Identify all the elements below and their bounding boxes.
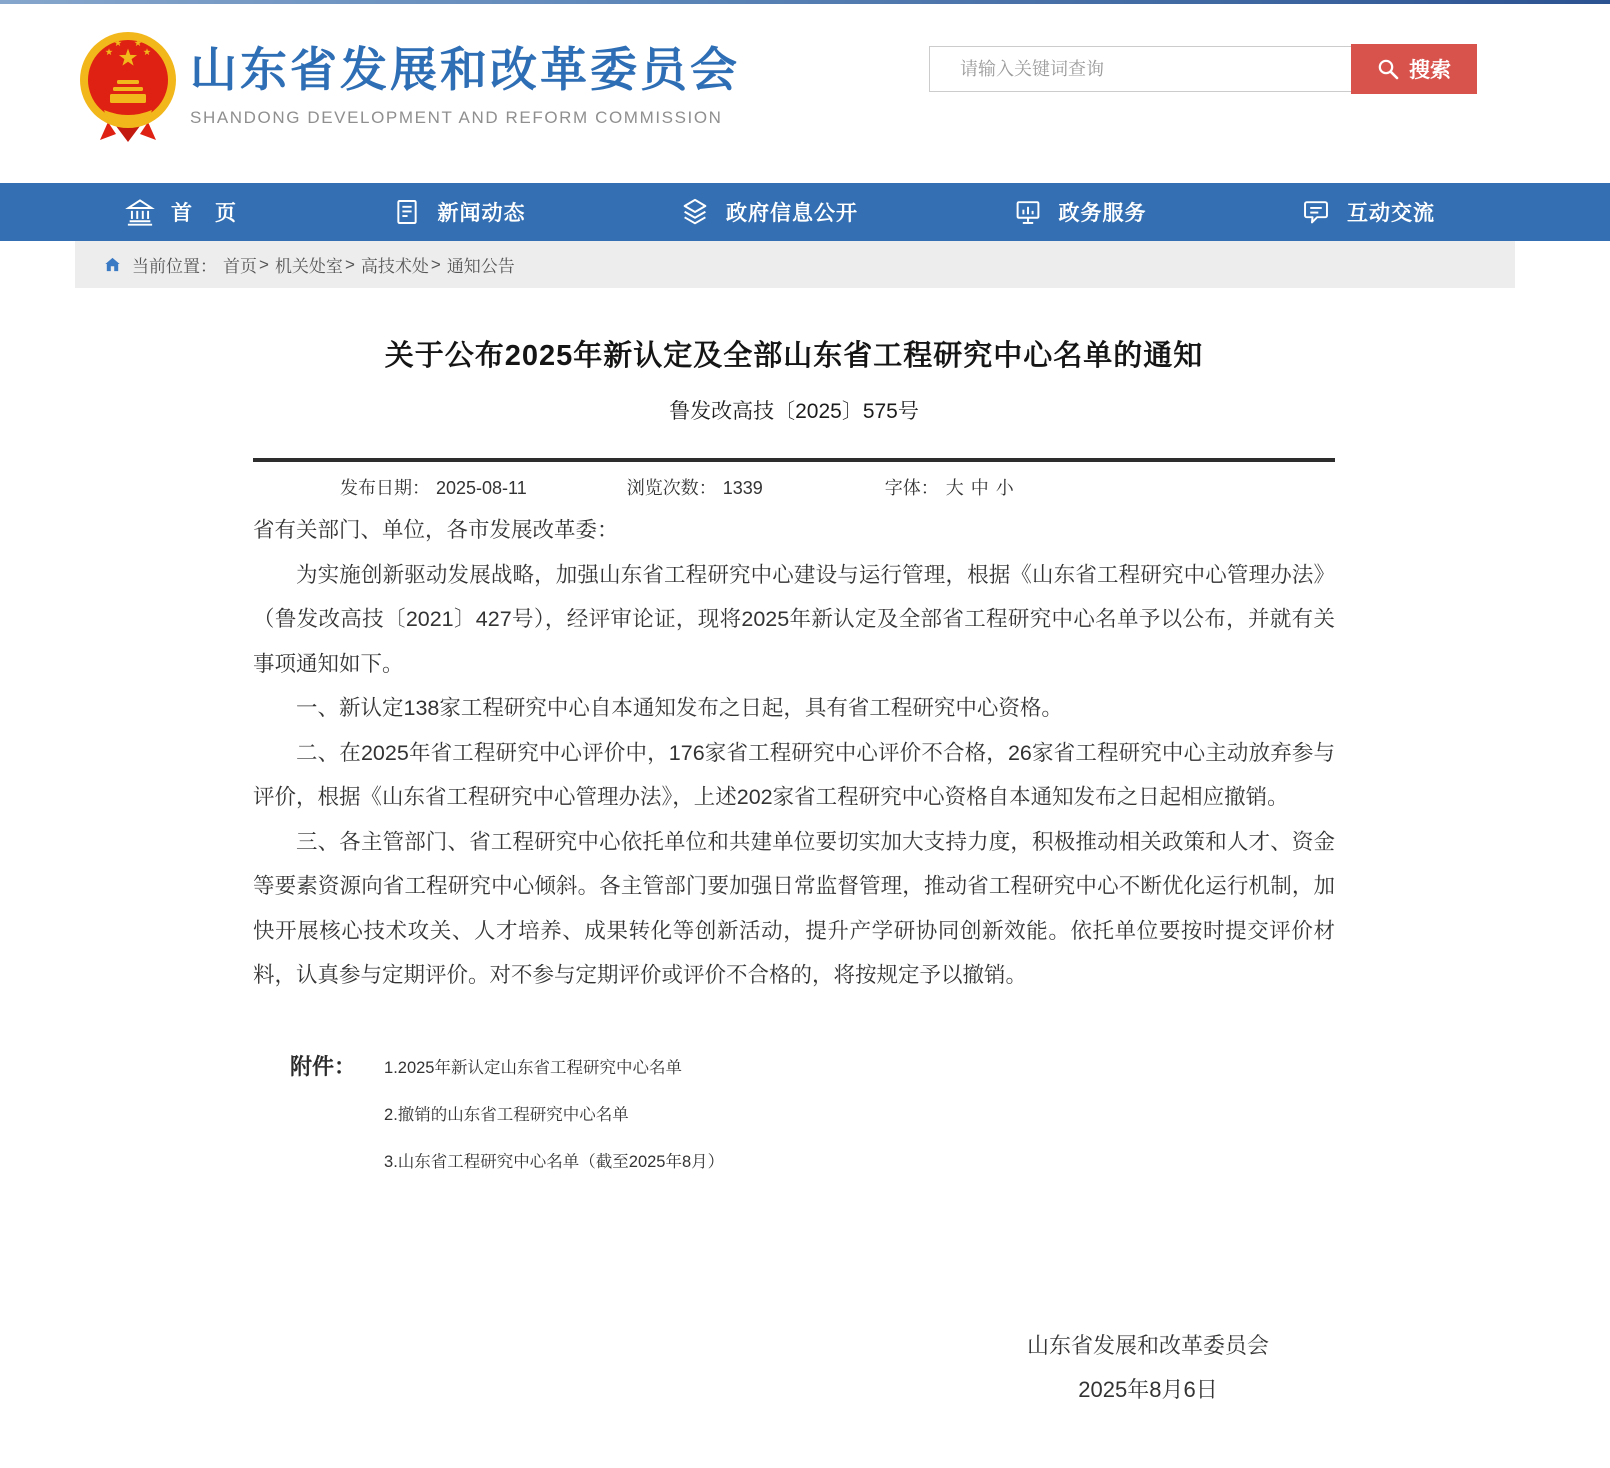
nav-item-services[interactable] bbox=[1013, 197, 1147, 227]
doc-number: 鲁发改高技〔2025〕575号 bbox=[669, 400, 919, 423]
view-count-value: 1339 bbox=[722, 478, 763, 498]
paragraph-item-2: 二、在2025年省工程研究中心评价中，176家省工程研究中心评价不合格，26家省工程研究中心主动放弃参与评价，根据《山东省工程研究中心管理办法》，上述202家省工程研究中心资格自本通知发布之日起相应撤销。 bbox=[253, 740, 1335, 809]
publish-date-value: 2025-08-11 bbox=[436, 478, 527, 498]
monitor-icon bbox=[1013, 197, 1043, 227]
attachment-link-3[interactable]: 3.山东省工程研究中心名单（截至2025年8月） bbox=[384, 1152, 725, 1171]
paragraph-salutation: 省有关部门、单位，各市发展改革委： bbox=[253, 518, 619, 542]
site-header bbox=[0, 4, 1610, 183]
nav-item-home[interactable] bbox=[125, 197, 237, 227]
breadcrumb-label: 当前位置： bbox=[132, 257, 217, 276]
publish-date bbox=[340, 476, 527, 500]
font-size-large[interactable]: 大 bbox=[945, 478, 964, 498]
doc-title: 关于公布2025年新认定及全部山东省工程研究中心名单的通知 bbox=[384, 340, 1204, 372]
nav-item-interaction[interactable] bbox=[1301, 197, 1435, 227]
signature-block bbox=[1003, 1331, 1293, 1402]
nav-item-news[interactable] bbox=[392, 197, 526, 227]
nav-label-interaction: 互动交流 bbox=[1347, 202, 1435, 225]
layers-icon bbox=[680, 197, 710, 227]
breadcrumb-link-offices[interactable]: 机关处室 bbox=[274, 257, 343, 276]
document-area bbox=[253, 336, 1335, 1402]
breadcrumb-separator: > bbox=[344, 254, 355, 274]
search-button-label: 搜索 bbox=[1409, 59, 1451, 82]
publish-date-label: 发布日期： bbox=[340, 478, 430, 498]
signature-date: 2025年8月6日 bbox=[1078, 1376, 1218, 1402]
signature-org: 山东省发展和改革委员会 bbox=[1026, 1332, 1269, 1358]
site-title-en: SHANDONG DEVELOPMENT AND REFORM COMMISSION bbox=[190, 108, 723, 127]
breadcrumb-link-home[interactable]: 首页 bbox=[223, 257, 257, 276]
search-button[interactable] bbox=[1351, 44, 1477, 94]
nav-label-services: 政务服务 bbox=[1058, 202, 1147, 225]
nav-label-gov-info: 政府信息公开 bbox=[726, 202, 858, 225]
breadcrumb-separator: > bbox=[259, 254, 269, 274]
paragraph-item-1: 一、新认定138家工程研究中心自本通知发布之日起，具有省工程研究中心资格。 bbox=[296, 696, 1063, 720]
chat-icon bbox=[1301, 197, 1331, 227]
view-count bbox=[627, 476, 763, 500]
site-brand[interactable] bbox=[78, 30, 740, 142]
site-title: 山东省发展和改革委员会 bbox=[190, 43, 740, 96]
title-divider bbox=[253, 458, 1335, 462]
breadcrumb-link-hightech[interactable]: 高技术处 bbox=[360, 257, 429, 276]
attachments-list bbox=[384, 1054, 724, 1198]
home-icon bbox=[103, 255, 122, 274]
attachment-link-2[interactable]: 2.撤销的山东省工程研究中心名单 bbox=[384, 1105, 629, 1124]
search-icon bbox=[1377, 58, 1399, 80]
brand-text bbox=[190, 30, 740, 128]
paragraph-item-3: 三、各主管部门、省工程研究中心依托单位和共建单位要切实加大支持力度，积极推动相关政策和人才、资金等要素资源向省工程研究中心倾斜。各主管部门要加强日常监督管理，推动省工程研究中心不断优化运行机制，加快开展核心技术攻关、人才培养、成果转化等创新活动，提升产学研协同创新效能。依托单位要按时提交评价材料，认真参与定期评价。对不参与定期评价或评价不合格的，将按规定予以撤销。 bbox=[253, 829, 1335, 987]
nav-item-gov-info[interactable] bbox=[680, 197, 858, 227]
news-icon bbox=[392, 197, 422, 227]
search-input[interactable] bbox=[929, 46, 1351, 92]
attachment-link-1[interactable]: 1.2025年新认定山东省工程研究中心名单 bbox=[384, 1058, 682, 1077]
font-size-medium[interactable]: 中 bbox=[970, 478, 989, 498]
bank-icon bbox=[125, 197, 155, 227]
nav-label-news: 新闻动态 bbox=[437, 202, 526, 225]
paragraph-intro: 为实施创新驱动发展战略，加强山东省工程研究中心建设与运行管理，根据《山东省工程研究中心管理办法》（鲁发改高技〔2021〕427号），经评审论证，现将2025年新认定及全部省工程研究中心名单予以公布，并就有关事项通知如下。 bbox=[253, 562, 1335, 676]
view-count-label: 浏览次数： bbox=[626, 478, 717, 498]
doc-body bbox=[253, 508, 1335, 998]
doc-meta bbox=[253, 476, 1335, 500]
font-size-control bbox=[885, 476, 1014, 500]
attachments-section bbox=[253, 1054, 1335, 1198]
main-navigation bbox=[0, 183, 1610, 241]
font-size-small[interactable]: 小 bbox=[995, 478, 1014, 498]
breadcrumb bbox=[75, 241, 1515, 288]
font-size-label: 字体： bbox=[884, 478, 939, 498]
breadcrumb-separator: > bbox=[430, 254, 441, 274]
nav-label-home: 首 页 bbox=[171, 202, 237, 225]
attachments-label: 附件： bbox=[290, 1053, 357, 1079]
national-emblem-logo bbox=[78, 30, 178, 142]
search-area bbox=[929, 44, 1477, 94]
breadcrumb-link-notices[interactable]: 通知公告 bbox=[446, 257, 515, 276]
